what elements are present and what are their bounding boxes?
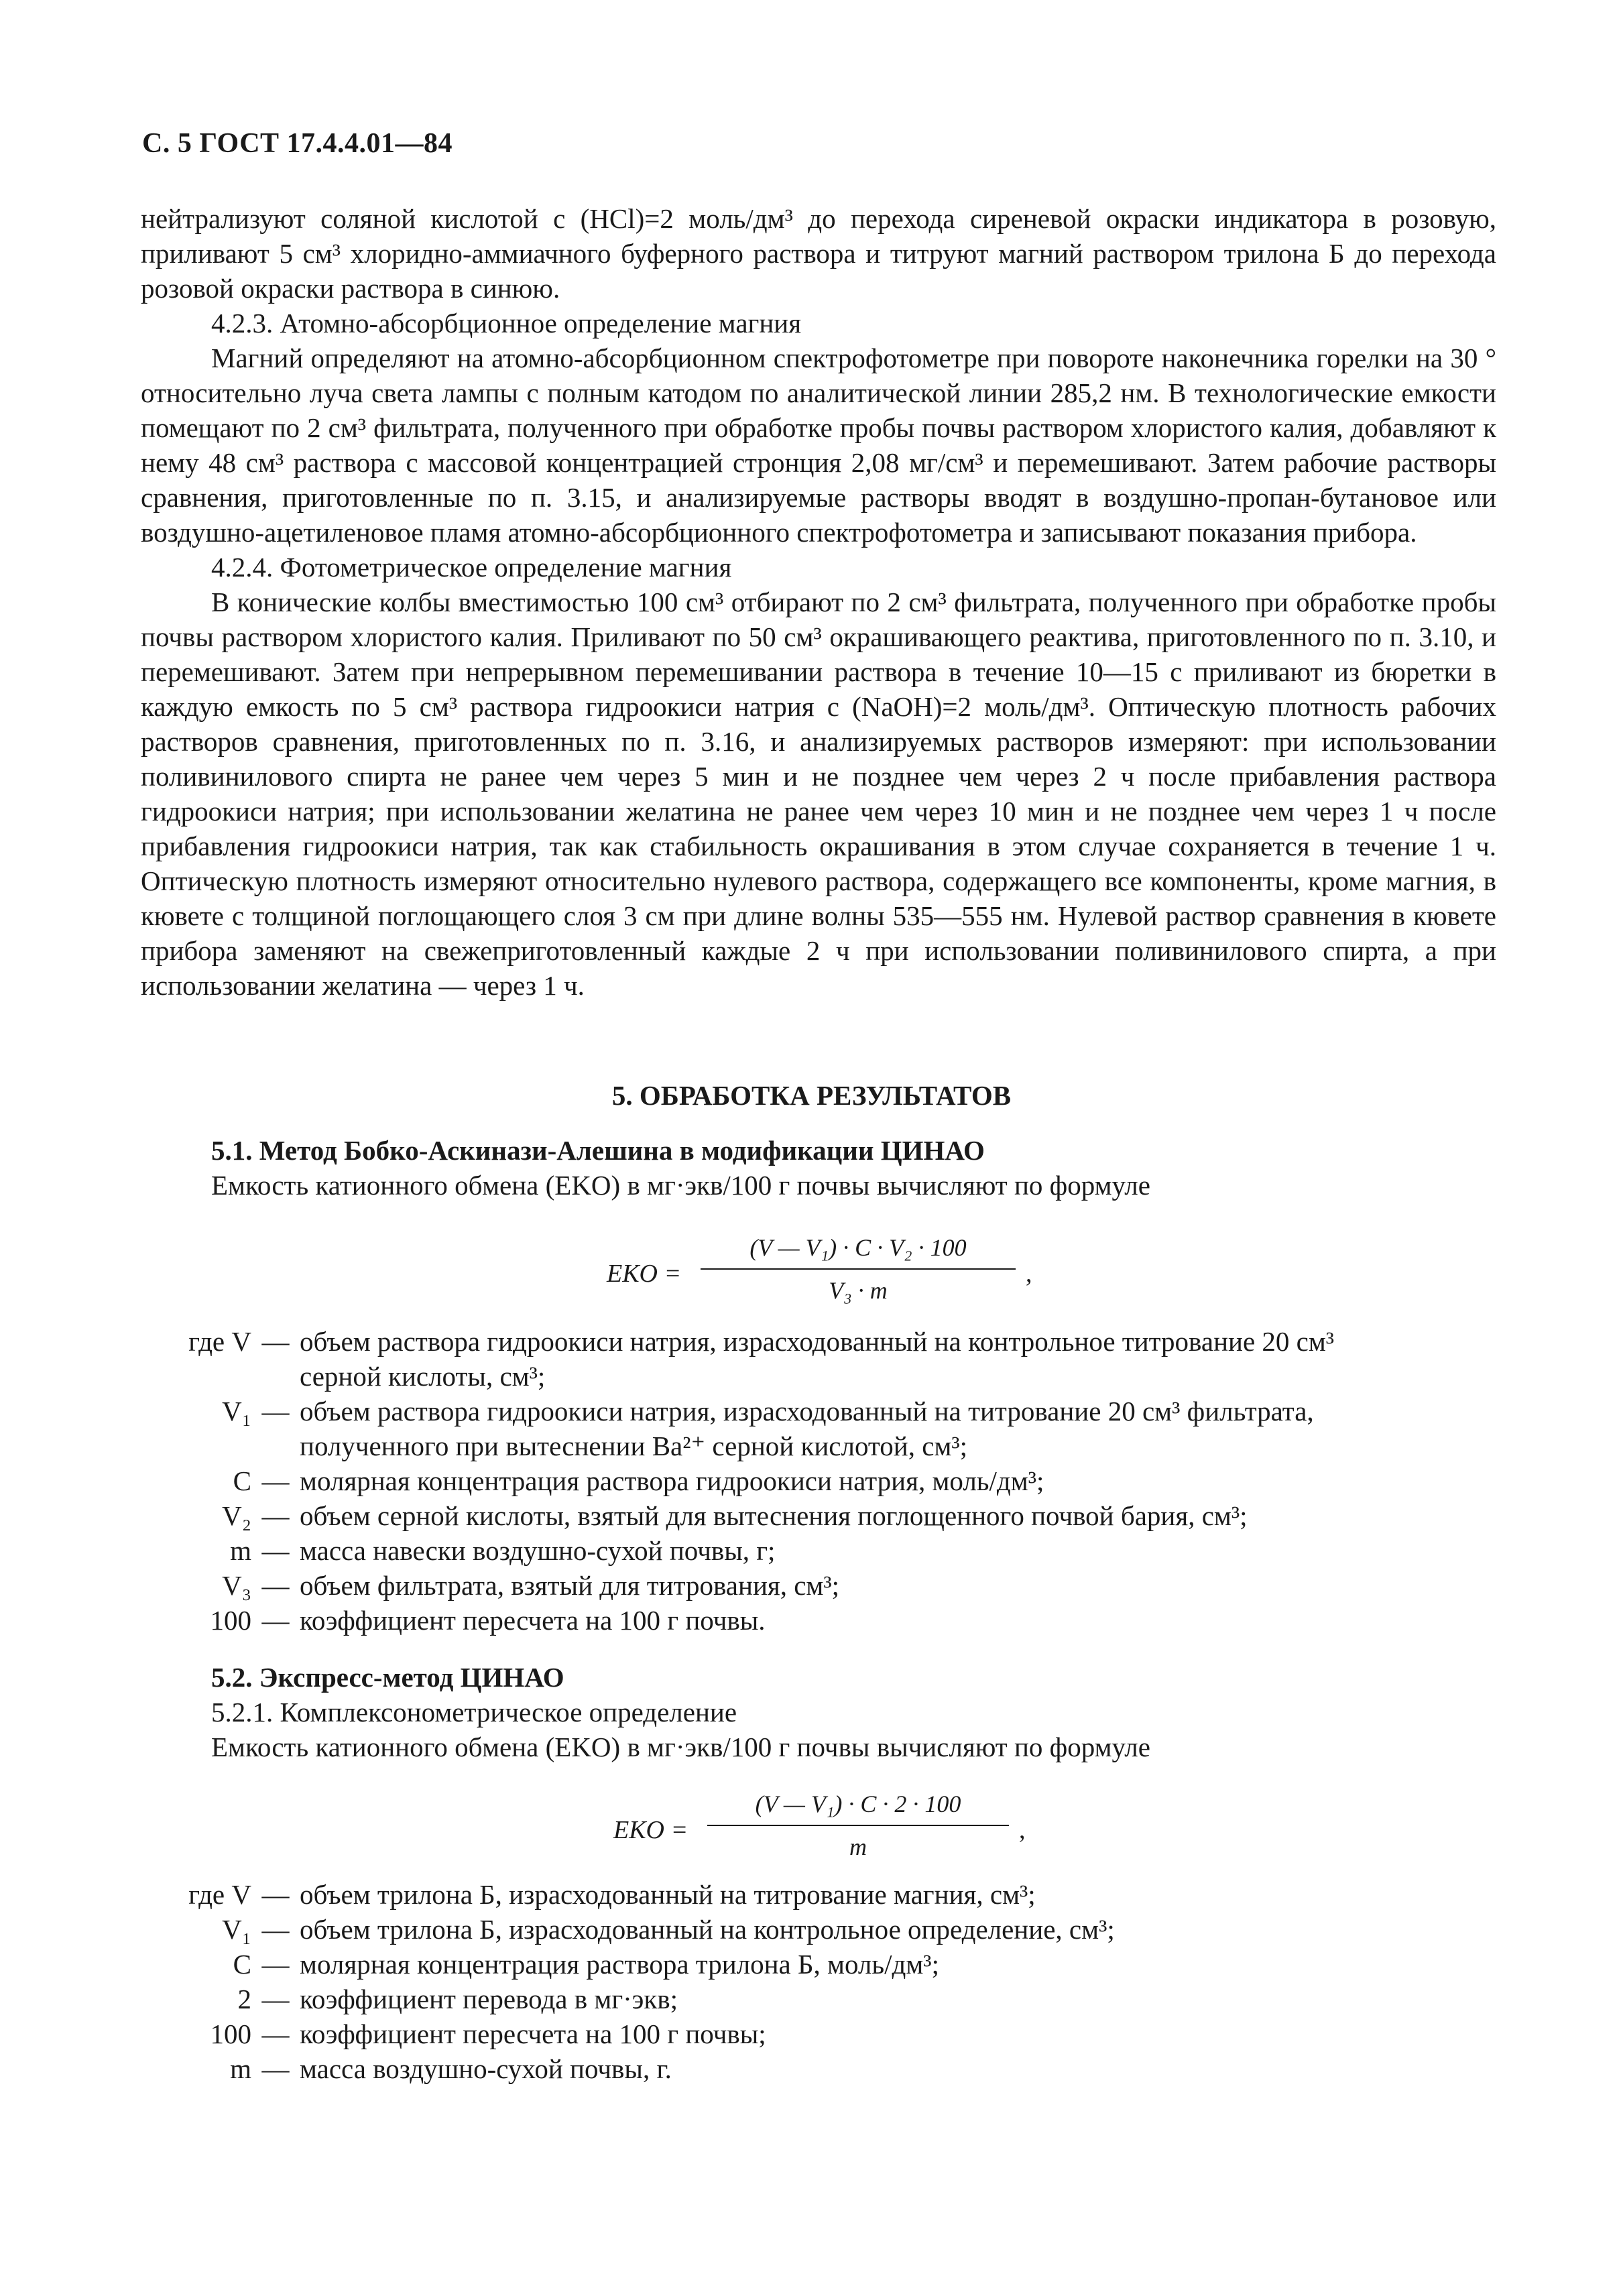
subheading-4-2-4: 4.2.4. Фотометрическое определение магния — [211, 552, 732, 583]
legend-symbol: 100 — [210, 2018, 251, 2049]
legend-description: масса воздушно-сухой почвы, г. — [300, 2053, 672, 2084]
legend-dash: — — [261, 1326, 290, 1357]
legend-row-v — [127, 1324, 1508, 1359]
legend-row-v1 — [127, 1912, 1508, 1947]
formula-numerator: (V — V₁) · C · V₂ · 100 — [749, 1234, 967, 1261]
legend-description: молярная концентрация раствора трилона Б, моль/дм³; — [300, 1949, 939, 1980]
legend-dash: — — [261, 1949, 290, 1980]
legend-row-v1 — [127, 1394, 1508, 1429]
legend-symbol: m — [230, 1535, 251, 1566]
legend-dash: — — [261, 1396, 290, 1427]
legend-row-v — [127, 1877, 1508, 1912]
legend-description: объем раствора гидроокиси натрия, израсходованный на контрольное титрование 20 см³ — [300, 1326, 1335, 1357]
subsection-5-1-title: 5.1. Метод Бобко-Аскинази-Алешина в модификации ЦИНАО — [211, 1135, 985, 1166]
legend-symbol: где V — [188, 1879, 251, 1910]
subsection-5-1-intro: Емкость катионного обмена (EKO) в мг·экв/100 г почвы вычисляют по формуле — [211, 1170, 1150, 1201]
formula-denominator: V₃ · m — [829, 1277, 888, 1304]
legend-continuation: серной кислоты, см³; — [300, 1361, 546, 1392]
legend-dash: — — [261, 1914, 290, 1945]
legend-row-2 — [127, 1982, 1508, 2016]
legend-description: объем трилона Б, израсходованный на титрование магния, см³; — [300, 1879, 1036, 1910]
legend-row-m — [127, 1533, 1508, 1568]
paragraph-photometric: В конические колбы вместимостью 100 см³ отбирают по 2 см³ фильтрата, полученного при обработке пробы почвы раствором хлористого калия. Приливают по 50 см³ окрашивающего реактива, приготовленного по п. 3.10, и перемешивают. Затем при непрерывном перемешивании раствора в течение 10—15 с приливают из бюретки в каждую емкость по 5 см³ раствора гидроокиси натрия c (NaOH)=2 моль/дм³. Оптическую плотность рабочих растворов сравнения, приготовленных по п. 3.16, и анализируемых растворов измеряют: при использовании поливинилового спирта не ранее чем через 5 мин и не позднее чем через 2 ч после прибавления раствора гидроокиси натрия; при использовании желатина не ранее чем через 10 мин и не позднее чем через 1 ч после прибавления гидроокиси натрия, так как стабильность окрашивания в этом случае сохраняется в течение 1 ч. Оптическую плотность измеряют относительно нулевого раствора, содержащего все компоненты, кроме магния, в кювете с толщиной поглощающего слоя 3 см при длине волны 535—555 нм. Нулевой раствор сравнения в кювете прибора заменяют на свежеприготовленный каждые 2 ч при использовании поливинилового спирта, а при использовании желатина — через 1 ч. — [141, 587, 1496, 1001]
text-block-4-2 — [141, 201, 1496, 1003]
legend-dash: — — [261, 1984, 290, 2014]
legend-symbol: C — [233, 1465, 251, 1496]
paragraph-neutralization: нейтрализуют соляной кислотой c (HCl)=2 моль/дм³ до перехода сиреневой окраски индикатора в розовую, приливают 5 см³ хлоридно-аммиачного буферного раствора и титруют магний раствором трилона Б до перехода розовой окраски раствора в синюю. — [141, 203, 1496, 304]
subsection-5-2-1-title: 5.2.1. Комплексонометрическое определение — [211, 1697, 737, 1728]
legend-5-1 — [127, 1324, 1508, 1638]
legend-symbol: V₂ — [222, 1500, 251, 1531]
section-5-title: 5. ОБРАБОТКА РЕЗУЛЬТАТОВ — [611, 1080, 1012, 1111]
paragraph-atomic-absorption: Магний определяют на атомно-абсорбционном спектрофотометре при повороте наконечника горелки на 30 ° относительно луча света лампы с полным катодом по аналитической линии 285,2 нм. В технологические емкости помещают по 2 см³ фильтрата, полученного при обработке пробы почвы раствором хлористого калия, добавляют к нему 48 см³ раствора с массовой концентрацией стронция 2,08 мг/см³ и перемешивают. Затем рабочие растворы сравнения, приготовленные по п. 3.15, и анализируемые растворы вводят в воздушно-пропан-бутановое или воздушно-ацетиленовое пламя атомно-абсорбционного спектрофотометра и записывают показания прибора. — [141, 343, 1496, 548]
legend-5-2 — [127, 1877, 1508, 2086]
legend-description: объем трилона Б, израсходованный на контрольное определение, см³; — [300, 1914, 1115, 1945]
legend-symbol: V₃ — [222, 1570, 251, 1601]
legend-description: молярная концентрация раствора гидроокиси натрия, моль/дм³; — [300, 1465, 1044, 1496]
page-number: С. 5 — [142, 128, 192, 159]
legend-symbol: 100 — [210, 1605, 251, 1636]
page-header — [142, 127, 453, 160]
legend-symbol: где V — [188, 1326, 251, 1357]
legend-symbol: 2 — [237, 1984, 251, 2014]
legend-row-v2 — [127, 1498, 1508, 1533]
formula-comma: , — [1026, 1260, 1032, 1288]
legend-description: объем фильтрата, взятый для титрования, см³; — [300, 1570, 840, 1601]
subsection-5-2-title: 5.2. Экспресс-метод ЦИНАО — [211, 1662, 564, 1693]
formula-denominator: m — [849, 1833, 867, 1860]
formula-lhs: EKO = — [607, 1260, 682, 1288]
legend-description: коэффициент пересчета на 100 г почвы. — [300, 1605, 766, 1636]
legend-symbol: V₁ — [222, 1396, 251, 1427]
formula-eko-5-2 — [0, 1790, 1623, 1877]
legend-row-c — [127, 1463, 1508, 1498]
legend-description: коэффициент пересчета на 100 г почвы; — [300, 2018, 766, 2049]
legend-row-100 — [127, 1603, 1508, 1638]
legend-dash: — — [261, 1570, 290, 1601]
legend-dash: — — [261, 1535, 290, 1566]
legend-symbol: m — [230, 2053, 251, 2084]
legend-continuation: полученного при вытеснении Ba²⁺ серной кислотой, см³; — [300, 1431, 968, 1461]
legend-dash: — — [261, 2018, 290, 2049]
fraction-bar — [707, 1825, 1009, 1826]
subsection-5-2-intro: Емкость катионного обмена (EKO) в мг·экв/100 г почвы вычисляют по формуле — [211, 1732, 1150, 1762]
formula-lhs: EKO = — [613, 1816, 688, 1844]
legend-row-m — [127, 2051, 1508, 2086]
legend-description: объем раствора гидроокиси натрия, израсходованный на титрование 20 см³ фильтрата, — [300, 1396, 1314, 1427]
legend-dash: — — [261, 1465, 290, 1496]
legend-description: коэффициент перевода в мг·экв; — [300, 1984, 678, 2014]
legend-description: объем серной кислоты, взятый для вытеснения поглощенного почвой бария, см³; — [300, 1500, 1248, 1531]
fraction-bar — [701, 1268, 1016, 1270]
legend-dash: — — [261, 1879, 290, 1910]
standard-id: ГОСТ 17.4.4.01—84 — [199, 128, 453, 159]
legend-dash: — — [261, 1500, 290, 1531]
legend-row-v3 — [127, 1568, 1508, 1603]
formula-eko-5-1 — [0, 1233, 1623, 1321]
legend-row-100 — [127, 2016, 1508, 2051]
legend-dash: — — [261, 1605, 290, 1636]
formula-comma: , — [1019, 1816, 1026, 1844]
legend-description: масса навески воздушно-сухой почвы, г; — [300, 1535, 776, 1566]
subheading-4-2-3: 4.2.3. Атомно-абсорбционное определение магния — [211, 308, 802, 339]
legend-row-c — [127, 1947, 1508, 1982]
legend-dash: — — [261, 2053, 290, 2084]
legend-symbol: C — [233, 1949, 251, 1980]
formula-numerator: (V — V₁) · C · 2 · 100 — [755, 1791, 961, 1817]
legend-symbol: V₁ — [222, 1914, 251, 1945]
